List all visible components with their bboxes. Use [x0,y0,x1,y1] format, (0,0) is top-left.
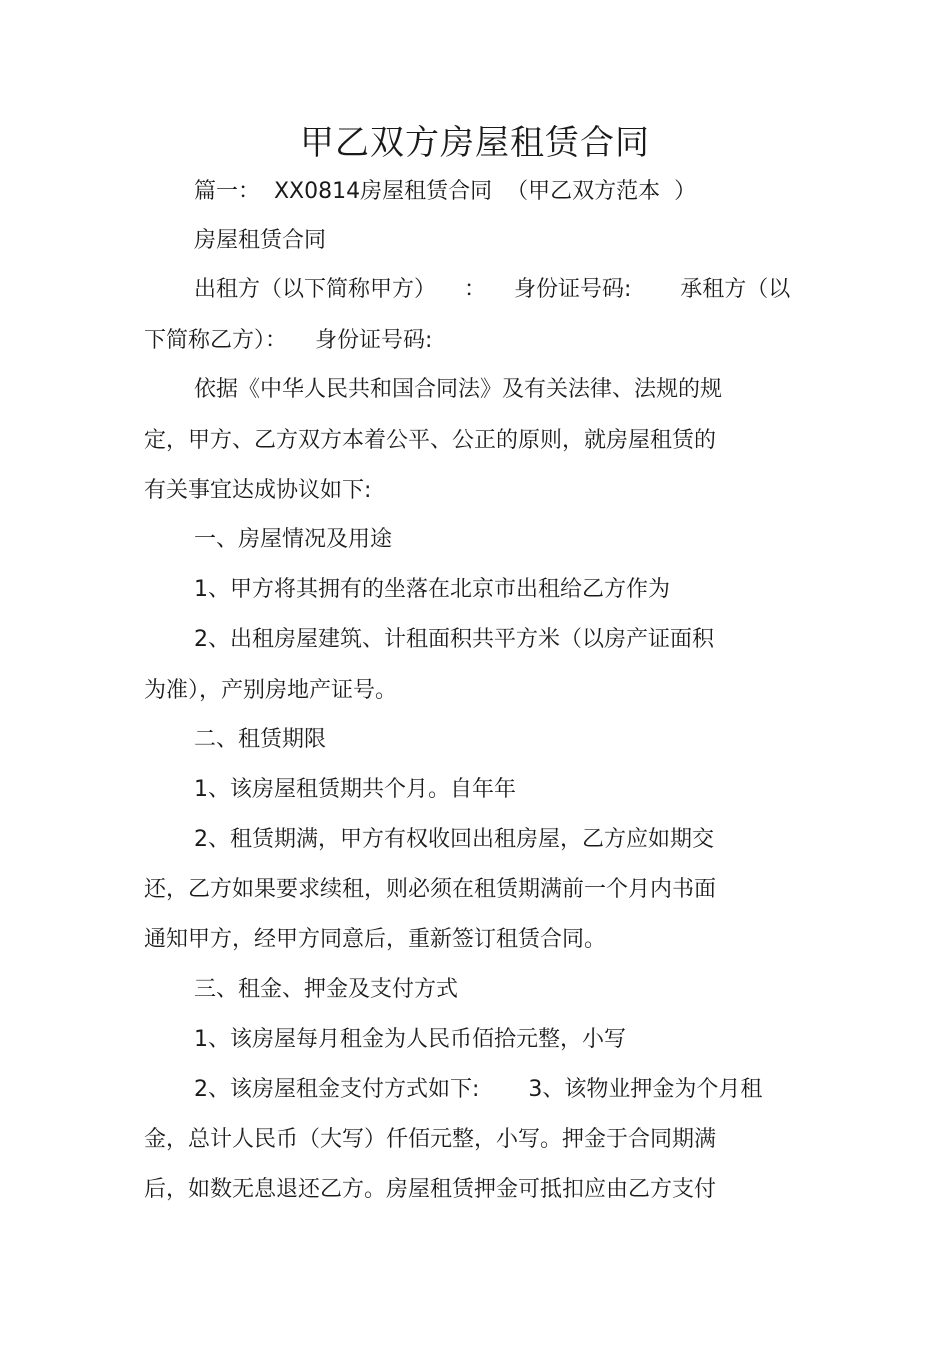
paragraph-line: 篇一： XX0814房屋租赁合同 （甲乙双方范本 ） [194,179,697,204]
paragraph-line: 金，总计人民币（大写）仟佰元整，小写。押金于合同期满 [144,1127,717,1152]
paragraph-line: 2、出租房屋建筑、计租面积共平方米（以房产证面积 [194,627,714,652]
paragraph-line: 还，乙方如果要求续租，则必须在租赁期满前一个月内书面 [144,877,717,902]
paragraph-line: 2、租赁期满，甲方有权收回出租房屋，乙方应如期交 [194,827,714,852]
paragraph-line: 定，甲方、乙方双方本着公平、公正的原则，就房屋租赁的 [144,428,717,453]
paragraph-line: 1、甲方将其拥有的坐落在北京市出租给乙方作为 [194,577,670,602]
paragraph-line: 出租方（以下简称甲方） ： 身份证号码: 承租方（以 [194,277,791,302]
document-title: 甲乙双方房屋租赁合同 [300,123,650,163]
paragraph-line: 下简称乙方）： 身份证号码: [144,328,433,353]
paragraph-line: 为准），产别房地产证号。 [144,678,398,703]
paragraph-line: 1、该房屋每月租金为人民币佰拾元整，小写 [194,1027,626,1052]
paragraph-line: 房屋租赁合同 [194,228,327,253]
section-heading: 一、房屋情况及用途 [194,527,393,552]
paragraph-line: 后，如数无息退还乙方。房屋租赁押金可抵扣应由乙方支付 [144,1177,717,1202]
paragraph-line: 通知甲方，经甲方同意后，重新签订租赁合同。 [144,927,607,952]
paragraph-line: 1、该房屋租赁期共个月。自年年 [194,777,516,802]
paragraph-line: 2、该房屋租金支付方式如下: 3、该物业押金为个月租 [194,1077,763,1102]
paragraph-line: 依据《中华人民共和国合同法》及有关法律、法规的规 [194,377,723,402]
paragraph-line: 有关事宜达成协议如下: [144,478,372,503]
section-heading: 二、租赁期限 [194,727,327,752]
section-heading: 三、租金、押金及支付方式 [194,977,459,1002]
